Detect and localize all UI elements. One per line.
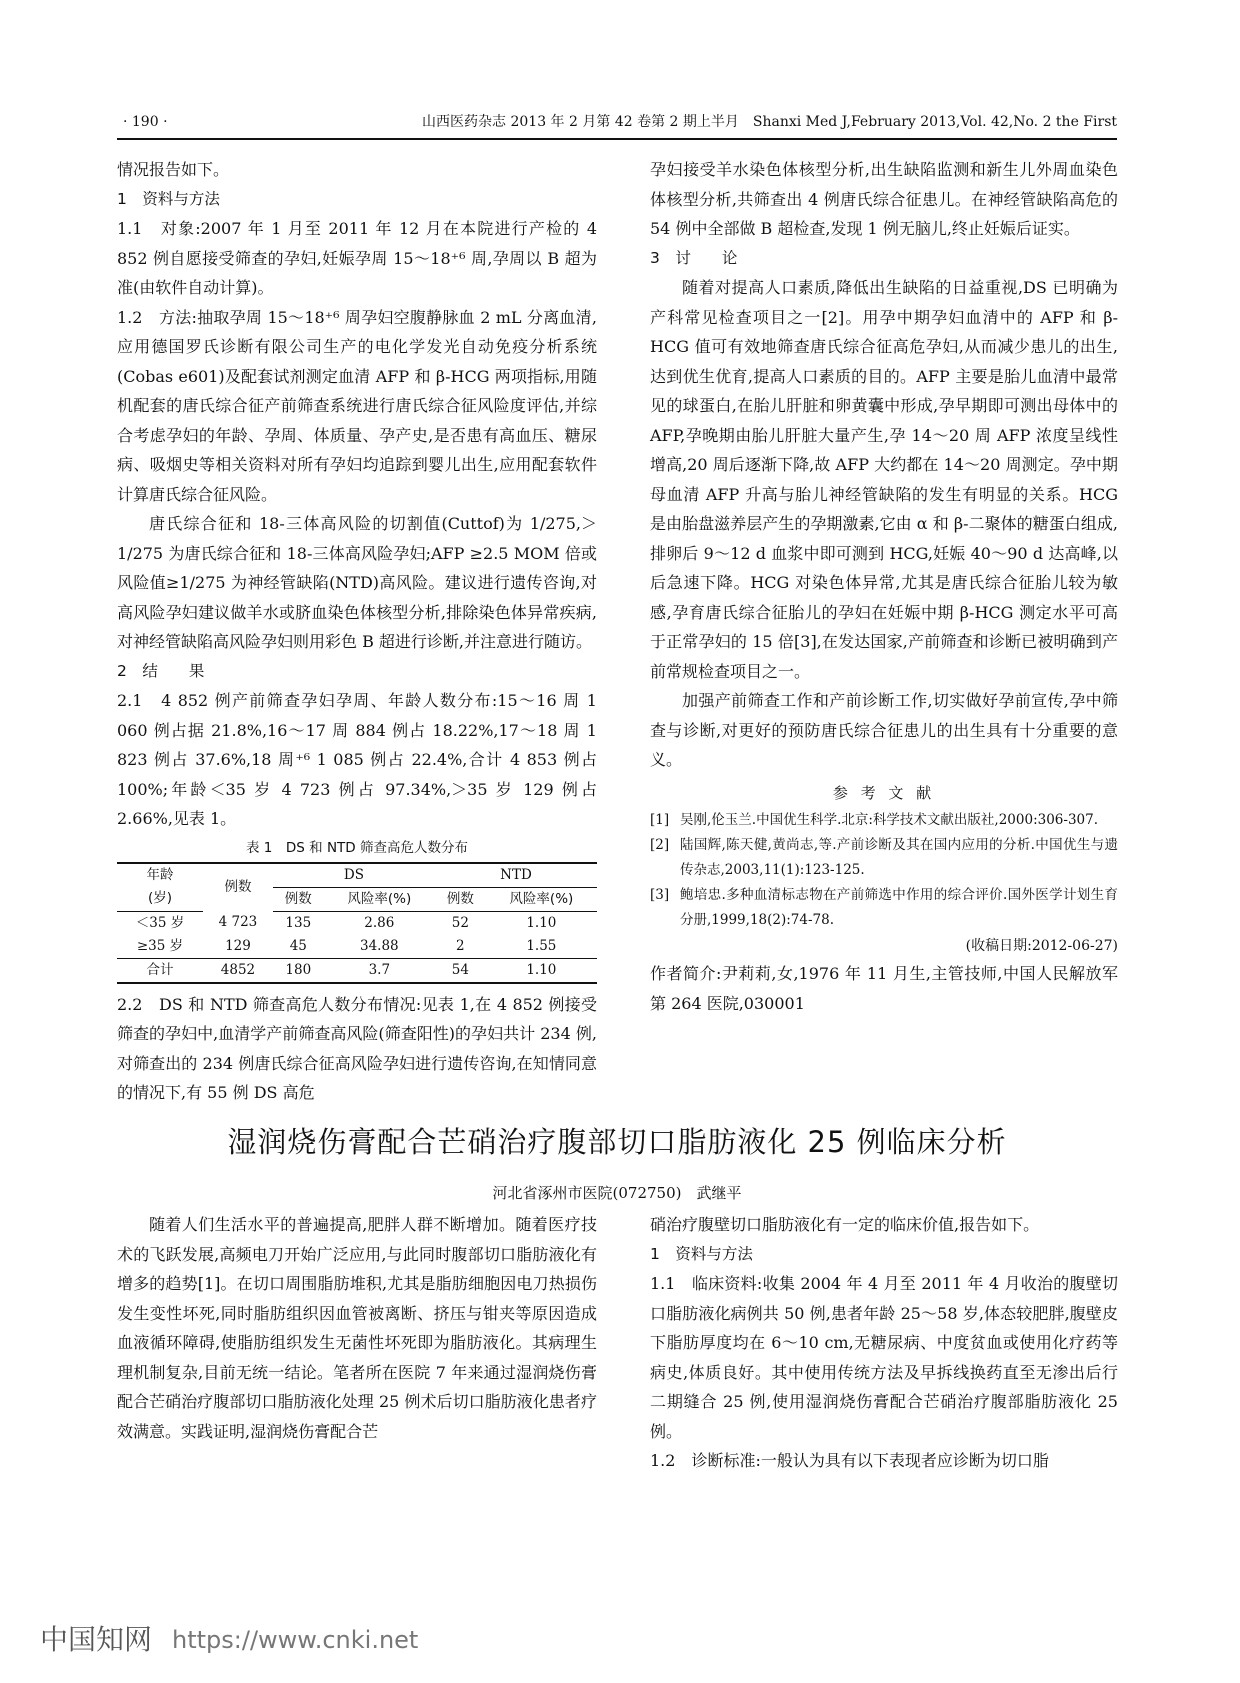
page-header [117,106,1117,140]
running-head: 山西医药杂志 2013 年 2 月第 42 卷第 2 期上半月 Shanxi Med J,February 2013,Vol. 42,No. 2 the First [422,114,1117,130]
table-caption: 表 1 DS 和 NTD 筛查高危人数分布 [246,839,468,856]
table-header-age: 年龄 [117,863,203,888]
table-cell: 34.88 [359,937,399,954]
article-title: 湿润烧伤膏配合芒硝治疗腹部切口脂肪液化 25 例临床分析 [227,1125,1007,1159]
article2-left-column [117,1210,597,1446]
author-affiliation: 河北省涿州市医院(072750) 武继平 [492,1184,742,1202]
table-header-count: 例数 [203,863,273,912]
paragraph: 随着对提高人口素质,降低出生缺陷的日益重视,DS 已明确为产科常见检查项目之一[2]。用孕中期孕妇血清中的 AFP 和 β-HCG 值可有效地筛查唐氏综合征高危孕妇,从而减少患儿的出生,达到优生优育,提高人口素质的目的。AFP 主要是胎儿血清中最常见的球蛋白,在胎儿肝脏和卵黄囊中形成,孕早期即可测出母体中的 AFP,孕晚期由胎儿肝脏大量产生,孕 14～20 周 AFP 浓度呈线性增高,20 周后逐渐下降,故 AFP 大约都在 14～20 周测定。孕中期母血清 AFP 升高与胎儿神经管缺陷的发生有明显的关系。HCG 是由胎盘滋养层产生的孕期激素,它由 α 和 β-二聚体的糖蛋白组成,排卵后 9～12 d 血浆中即可测到 HCG,妊娠 40～90 d 达高峰,以后急速下降。HCG 对染色体异常,尤其是唐氏综合征胎儿较为敏感,孕育唐氏综合征胎儿的孕妇在妊娠中期 β-HCG 测定水平可高于正常孕妇的 15 倍[3],在发达国家,产前筛查和诊断已被明确到产前常规检查项目之一。 [650,278,1118,681]
table-header-age-unit: (岁) [117,887,203,911]
table-header-ds: DS [273,863,435,888]
table-cell: 1.10 [526,914,557,931]
paragraph: 1.2 诊断标准:一般认为具有以下表现者应诊断为切口脂 [650,1451,1049,1470]
cnki-url[interactable]: https://www.cnki.net [172,1626,419,1654]
table-cell: 2 [456,937,465,954]
section-heading: 1 资料与方法 [650,1244,753,1263]
paragraph: 硝治疗腹壁切口脂肪液化有一定的临床价值,报告如下。 [650,1215,1040,1234]
reference-number: [3] [650,887,670,903]
reference-number: [1] [650,812,670,828]
paragraph: 1.1 临床资料:收集 2004 年 4 月至 2011 年 4 月收治的腹壁切口脂肪液化病例共 50 例,患者年龄 25～58 岁,体态较肥胖,腹壁皮下脂肪厚度均在 6～10 cm,无糖尿病、中度贫血或使用化疗药等病史,体质良好。其中使用传统方法及早拆线换药直至无渗出后行二期缝合 25 例,使用湿润烧伤膏配合芒硝治疗腹部脂肪液化 25 例。 [650,1274,1118,1441]
article1-right-column [650,155,1118,1018]
reference-item [650,833,1118,883]
table-cell: 4852 [203,958,273,983]
table-cell: ＜35 岁 [135,914,185,931]
table-row [117,935,597,959]
received-date: (收稿日期:2012-06-27) [965,938,1118,954]
references-heading: 参 考 文 献 [832,783,936,802]
table-cell: 54 [435,958,486,983]
paragraph: 随着人们生活水平的普遍提高,肥胖人群不断增加。随着医疗技术的飞跃发展,高频电刀开始广泛应用,与此同时腹部切口脂肪液化有增多的趋势[1]。在切口周围脂肪堆积,尤其是脂肪细胞因电刀热损伤发生变性坏死,同时脂肪组织因血管被离断、挤压与钳夹等原因造成血液循环障碍,使脂肪组织发生无菌性坏死即为脂肪液化。其病理生理机制复杂,目前无统一结论。笔者所在医院 7 年来通过湿润烧伤膏配合芒硝治疗腹部切口脂肪液化处理 25 例术后切口脂肪液化患者疗效满意。实践证明,湿润烧伤膏配合芒 [117,1215,597,1441]
section-heading: 2 结 果 [117,661,205,680]
table-cell: 2.86 [364,914,395,931]
table-total-row [117,958,597,983]
section-heading: 3 讨 论 [650,248,738,267]
paragraph: 2.1 4 852 例产前筛查孕妇孕周、年龄人数分布:15～16 周 1 060 例占据 21.8%,16～17 周 884 例占 18.22%,17～18 周 1 823 例占 37.6%,18 周⁺⁶ 1 085 例占 22.4%,合计 4 853 例占 100%;年龄＜35 岁 4 723 例占 97.34%,＞35 岁 129 例占 2.66%,见表 1。 [117,691,597,828]
article2-right-column [650,1210,1118,1476]
reference-text: 吴刚,伦玉兰.中国优生科学.北京:科学技术文献出版社,2000:306-307. [680,812,1099,828]
page-number: · 190 · [123,114,168,130]
table-cell: 合计 [117,958,203,983]
table-subheader: 例数 [435,887,486,911]
table-cell: 45 [289,937,307,954]
paragraph: 2.2 DS 和 NTD 筛查高危人数分布情况:见表 1,在 4 852 例接受筛查的孕妇中,血清学产前筛查高风险(筛查阳性)的孕妇共计 234 例,对筛查出的 234 例唐氏综合征高风险孕妇进行遗传咨询,在知情同意的情况下,有 55 例 DS 高危 [117,994,597,1102]
table-subheader: 例数 [273,887,324,911]
table-cell: 3.7 [324,958,435,983]
table-cell: 180 [273,958,324,983]
table-row [117,911,597,935]
table-cell: 52 [451,914,469,931]
table-cell: 4 723 [218,914,258,931]
table-cell: 129 [225,937,251,954]
table-header-ntd: NTD [435,863,597,888]
section-heading: 1 资料与方法 [117,189,220,208]
reference-text: 鲍培忠.多种血清标志物在产前筛选中作用的综合评价.国外医学计划生育分册,1999,18(2):74-78. [680,887,1118,928]
table-subheader: 风险率(%) [324,887,435,911]
paragraph: 情况报告如下。 [117,160,230,179]
reference-item [650,883,1118,933]
table-subheader: 风险率(%) [486,887,597,911]
paragraph: 唐氏综合征和 18-三体高风险的切割值(Cuttof)为 1/275,＞1/275 为唐氏综合征和 18-三体高风险孕妇;AFP ≥2.5 MOM 倍或风险值≥1/275 为神经管缺陷(NTD)高风险。建议进行遗传咨询,对高风险孕妇建议做羊水或脐血染色体核型分析,排除染色体异常疾病,对神经管缺陷高风险孕妇则用彩色 B 超进行诊断,并注意进行随访。 [117,514,597,651]
paragraph: 1.1 对象:2007 年 1 月至 2011 年 12 月在本院进行产检的 4 852 例自愿接受筛查的孕妇,妊娠孕周 15～18⁺⁶ 周,孕周以 B 超为准(由软件自动计算)。 [117,219,597,297]
table-cell: 1.55 [526,937,557,954]
paragraph: 1.2 方法:抽取孕周 15～18⁺⁶ 周孕妇空腹静脉血 2 mL 分离血清,应用德国罗氏诊断有限公司生产的电化学发光自动免疫分析系统(Cobas e601)及配套试剂测定血清 AFP 和 β-HCG 两项指标,用随机配套的唐氏综合征产前筛查系统进行唐氏综合征风险度评估,并综合考虑孕妇的年龄、孕周、体质量、孕产史,是否患有高血压、糖尿病、吸烟史等相关资料对所有孕妇均追踪到婴儿出生,应用配套软件计算唐氏综合征风险。 [117,307,597,504]
table-cell: 135 [285,914,312,931]
author-bio: 作者简介:尹莉莉,女,1976 年 11 月生,主管技师,中国人民解放军第 264 医院,030001 [650,964,1118,1013]
data-table [117,862,597,984]
table-cell: ≥35 岁 [136,937,184,954]
reference-text: 陆国辉,陈天健,黄尚志,等.产前诊断及其在国内应用的分析.中国优生与遗传杂志,2003,11(1):123-125. [680,837,1118,878]
article1-left-column [117,155,597,1108]
reference-number: [2] [650,837,670,853]
paragraph: 孕妇接受羊水染色体核型分析,出生缺陷监测和新生儿外周血染色体核型分析,共筛查出 4 例唐氏综合征患儿。在神经管缺陷高危的 54 例中全部做 B 超检查,发现 1 例无脑儿,终止妊娠后证实。 [650,160,1118,238]
cnki-logo: 中国知网 [40,1623,153,1656]
table-cell: 1.10 [486,958,597,983]
reference-item [650,808,1118,833]
paragraph: 加强产前筛查工作和产前诊断工作,切实做好孕前宣传,孕中筛查与诊断,对更好的预防唐氏综合征患儿的出生具有十分重要的意义。 [650,691,1118,769]
